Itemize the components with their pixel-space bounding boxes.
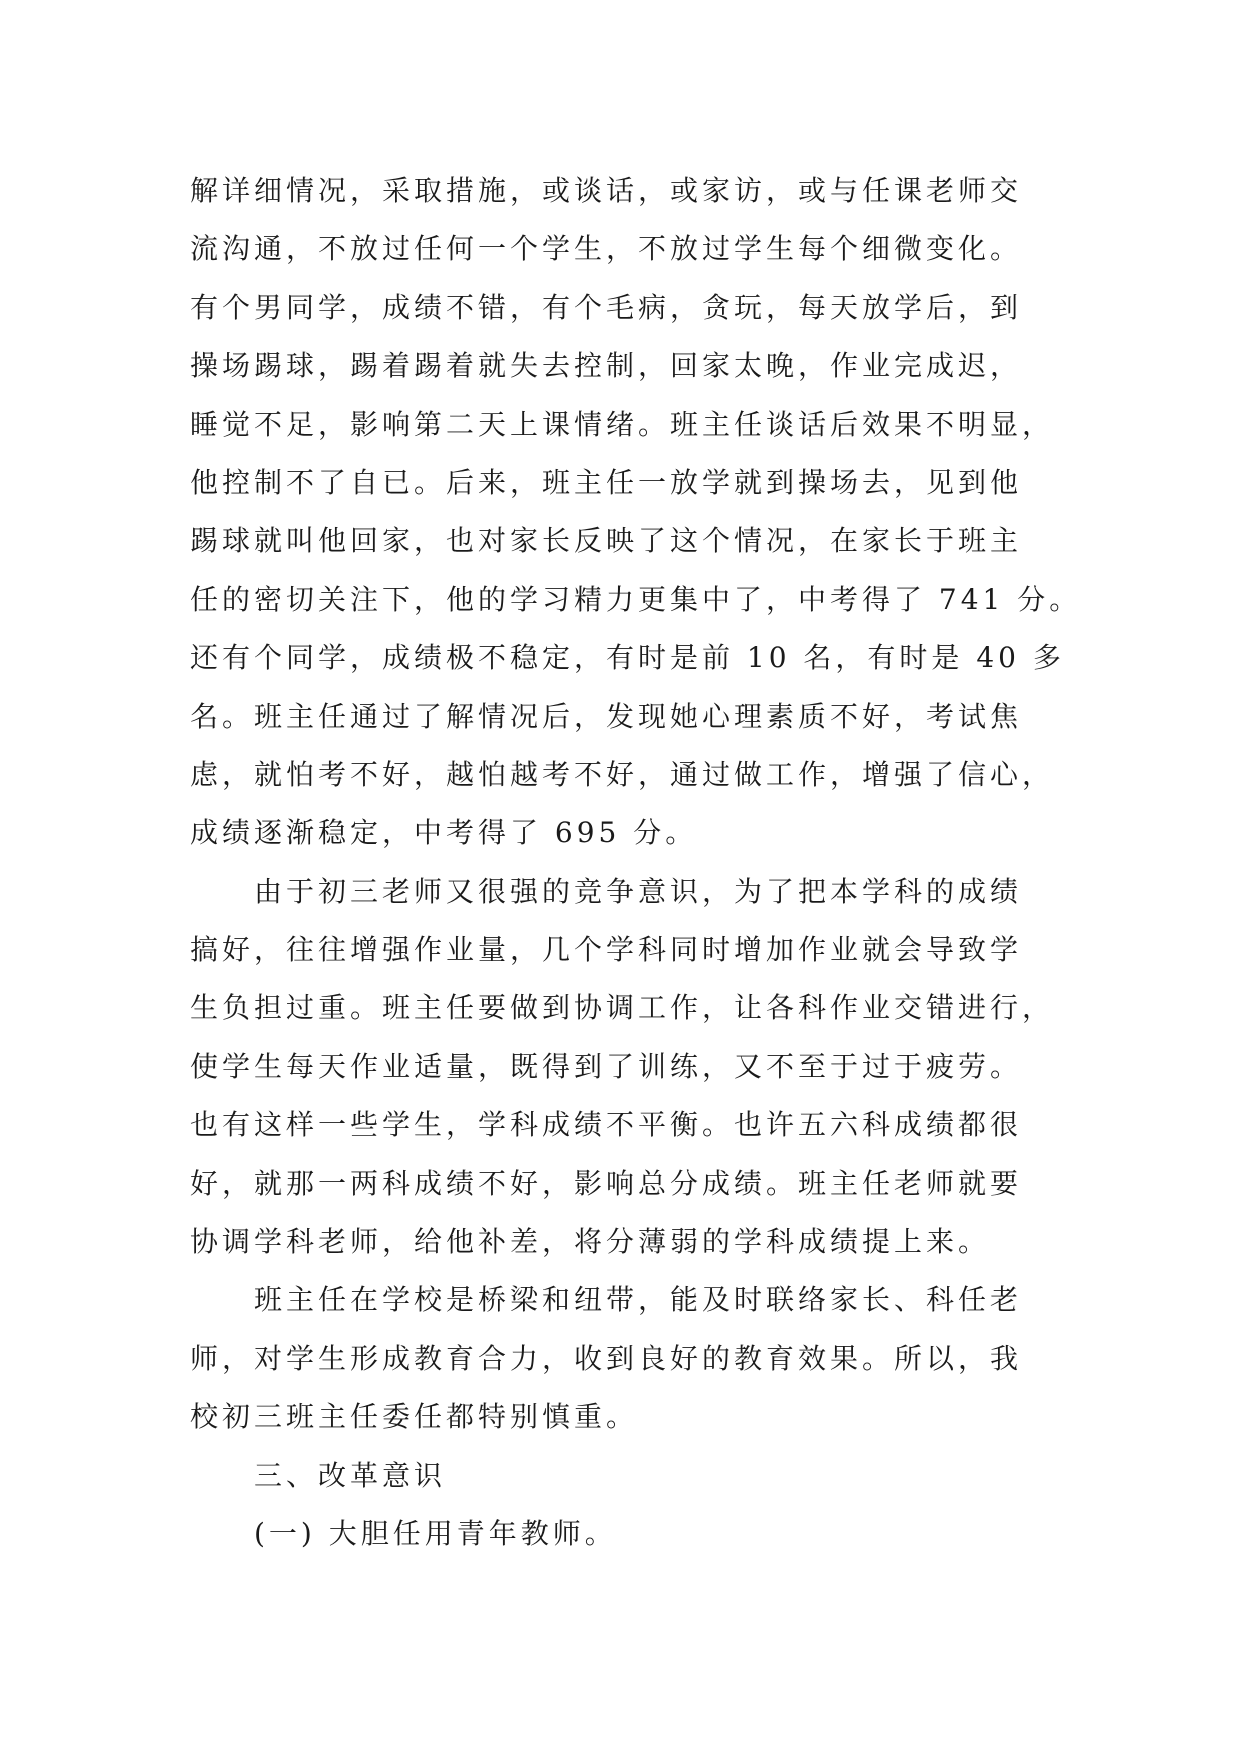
text-line: 师，对学生形成教育合力，收到良好的教育效果。所以，我 — [190, 1341, 1023, 1375]
text-line: 名。班主任通过了解情况后，发现她心理素质不好，考试焦 — [190, 699, 1023, 733]
text-line: 虑，就怕考不好，越怕越考不好，通过做工作，增强了信心， — [190, 757, 1055, 791]
text-line: 任的密切关注下，他的学习精力更集中了，中考得了 741 分。 — [190, 582, 1082, 616]
text-line: 流沟通，不放过任何一个学生，不放过学生每个细微变化。 — [190, 232, 1023, 266]
text-line: 也有这样一些学生，学科成绩不平衡。也许五六科成绩都很 — [190, 1108, 1023, 1142]
text-line: 由于初三老师又很强的竞争意识，为了把本学科的成绩 — [254, 874, 1023, 908]
text-line: 生负担过重。班主任要做到协调工作，让各科作业交错进行， — [190, 991, 1055, 1025]
text-line: 还有个同学，成绩极不稳定，有时是前 10 名，有时是 40 多 — [190, 641, 1065, 675]
body-text — [190, 162, 1082, 1563]
text-line: 好，就那一两科成绩不好，影响总分成绩。班主任老师就要 — [190, 1166, 1023, 1200]
text-line: 操场踢球，踢着踢着就失去控制，回家太晚，作业完成迟， — [190, 349, 1023, 383]
text-line: 班主任在学校是桥梁和纽带，能及时联络家长、科任老 — [254, 1283, 1023, 1317]
text-line: 解详细情况，采取措施，或谈话，或家访，或与任课老师交 — [190, 174, 1023, 207]
text-line: (一) 大胆任用青年教师。 — [254, 1516, 617, 1550]
text-line: 协调学科老师，给他补差，将分薄弱的学科成绩提上来。 — [190, 1225, 991, 1259]
text-line: 他控制不了自已。后来，班主任一放学就到操场去，见到他 — [190, 465, 1023, 499]
text-line: 睡觉不足，影响第二天上课情绪。班主任谈话后效果不明显， — [190, 407, 1055, 441]
text-line: 三、改革意识 — [254, 1458, 447, 1492]
text-line: 校初三班主任委任都特别慎重。 — [190, 1400, 639, 1434]
text-line: 踢球就叫他回家，也对家长反映了这个情况，在家长于班主 — [190, 524, 1023, 558]
text-line: 使学生每天作业适量，既得到了训练，又不至于过于疲劳。 — [190, 1049, 1023, 1083]
text-line: 成绩逐渐稳定，中考得了 695 分。 — [190, 816, 698, 850]
text-line: 有个男同学，成绩不错，有个毛病，贪玩，每天放学后，到 — [190, 290, 1023, 324]
text-line: 搞好，往往增强作业量，几个学科同时增加作业就会导致学 — [190, 933, 1023, 967]
